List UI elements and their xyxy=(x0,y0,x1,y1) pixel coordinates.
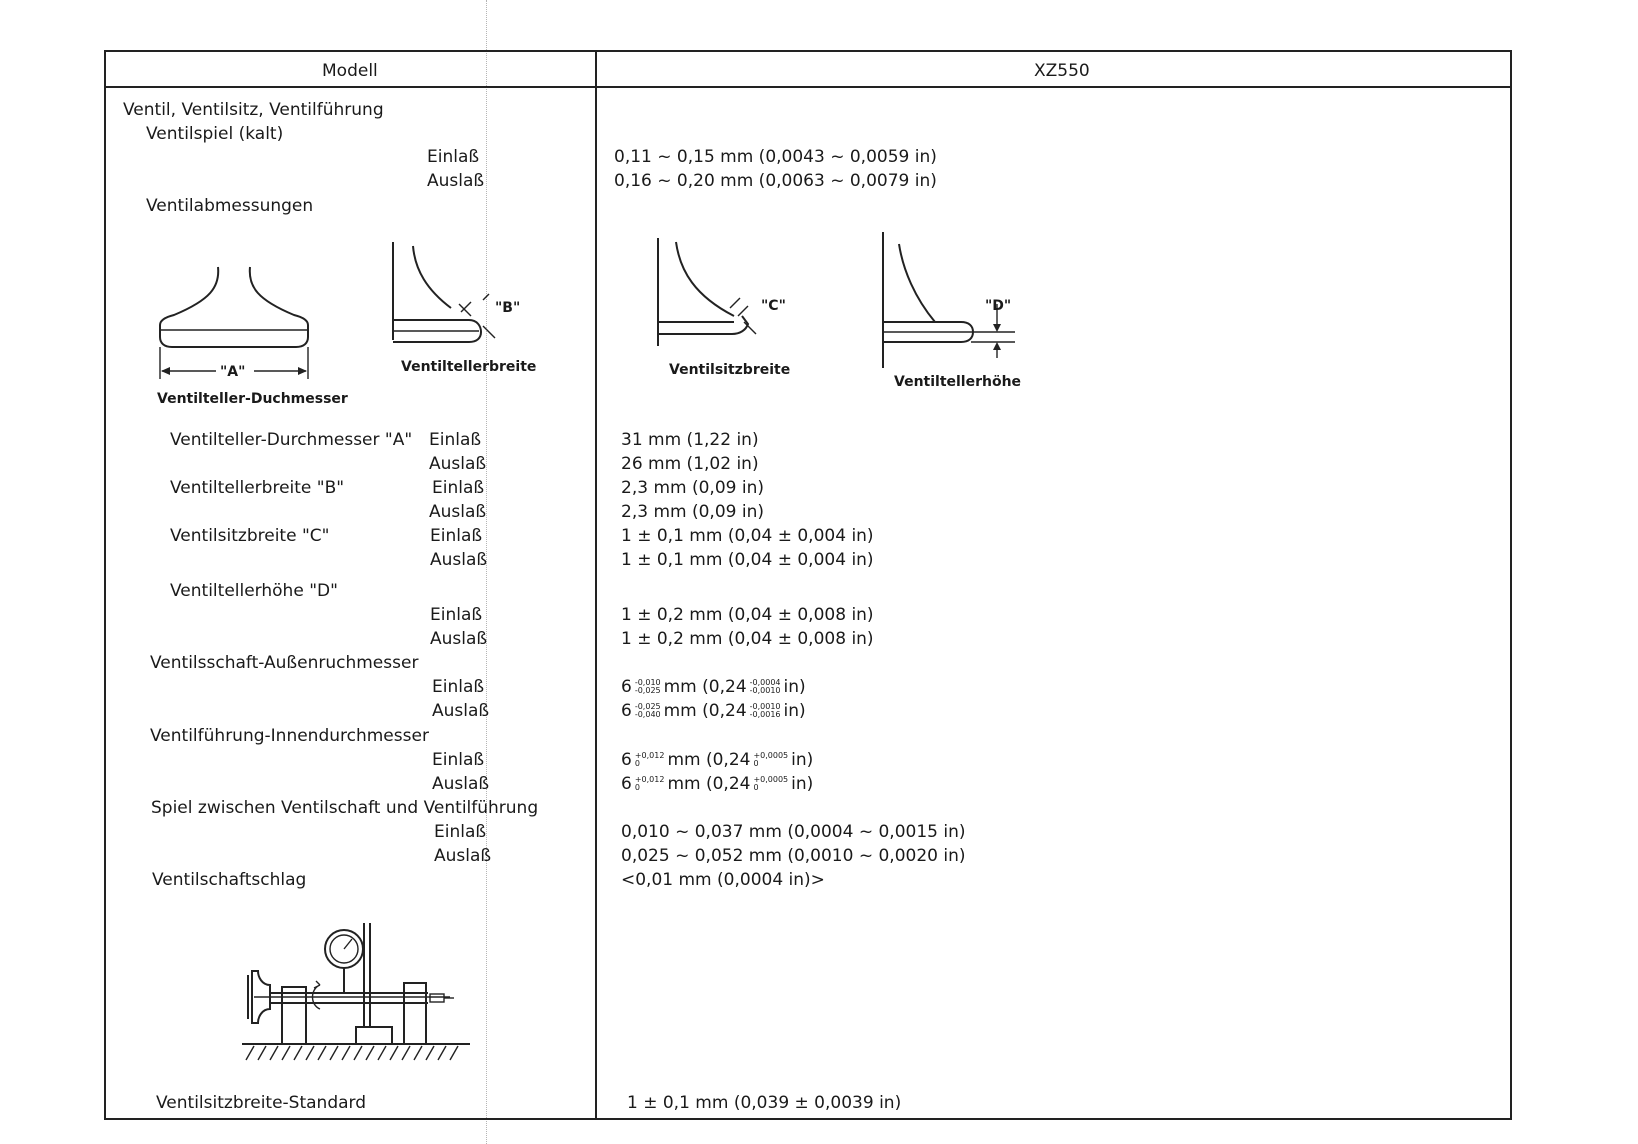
row-c-intake-value: 1 ± 0,1 mm (0,04 ± 0,004 in) xyxy=(621,526,874,546)
guide-exhaust-label: Auslaß xyxy=(432,774,490,794)
figure-d-marker: "D" xyxy=(985,298,1012,314)
header-model-value: XZ550 xyxy=(1034,61,1090,81)
row-b-intake-label: Einlaß xyxy=(432,478,485,498)
play-exhaust-value: 0,025 ~ 0,052 mm (0,0010 ~ 0,0020 in) xyxy=(621,846,966,866)
figure-b-marker: "B" xyxy=(495,300,521,316)
figure-c-caption: Ventilsitzbreite xyxy=(669,362,791,378)
row-b-exhaust-label: Auslaß xyxy=(429,502,487,522)
row-a-exhaust-label: Auslaß xyxy=(429,454,487,474)
row-a-intake-value: 31 mm (1,22 in) xyxy=(621,430,759,450)
play-intake-value: 0,010 ~ 0,037 mm (0,0004 ~ 0,0015 in) xyxy=(621,822,966,842)
row-c-exhaust-value: 1 ± 0,1 mm (0,04 ± 0,004 in) xyxy=(621,550,874,570)
row-a-intake-label: Einlaß xyxy=(429,430,482,450)
valve-diameter-figure xyxy=(150,255,320,375)
row-b-exhaust-value: 2,3 mm (0,09 in) xyxy=(621,502,764,522)
stem-intake-value: 6 -0,010 -0,025 mm (0,24 -0,0004 -0,0010 in) xyxy=(621,677,806,697)
figure-b-caption: Ventiltellerbreite xyxy=(401,359,537,375)
row-c-label: Ventilsitzbreite "C" xyxy=(170,526,330,546)
seat-width-standard-label: Ventilsitzbreite-Standard xyxy=(156,1093,367,1113)
clearance-intake-label: Einlaß xyxy=(427,147,480,167)
header-model-label: Modell xyxy=(322,61,378,81)
clearance-exhaust-value: 0,16 ~ 0,20 mm (0,0063 ~ 0,0079 in) xyxy=(614,171,937,191)
figure-c-marker: "C" xyxy=(761,298,786,314)
row-a-exhaust-value: 26 mm (1,02 in) xyxy=(621,454,759,474)
row-c-intake-label: Einlaß xyxy=(430,526,483,546)
header-divider xyxy=(104,86,1512,88)
figure-d-caption: Ventiltellerhöhe xyxy=(894,374,1022,390)
figure-a-marker: "A" xyxy=(220,364,246,380)
clearance-exhaust-label: Auslaß xyxy=(427,171,485,191)
section-title: Ventil, Ventilsitz, Ventilführung xyxy=(123,100,384,120)
stem-diameter-label: Ventilsschaft-Außenruchmesser xyxy=(150,653,419,673)
dimensions-label: Ventilabmessungen xyxy=(146,196,314,216)
play-exhaust-label: Auslaß xyxy=(434,846,492,866)
row-d-label: Ventiltellerhöhe "D" xyxy=(170,581,338,601)
row-b-label: Ventiltellerbreite "B" xyxy=(170,478,345,498)
stem-runout-value: <0,01 mm (0,0004 in)> xyxy=(621,870,825,890)
stem-intake-label: Einlaß xyxy=(432,677,485,697)
figure-a-caption: Ventilteller-Duchmesser xyxy=(157,391,348,407)
seat-width-standard-value: 1 ± 0,1 mm (0,039 ± 0,0039 in) xyxy=(627,1093,902,1113)
row-d-exhaust-value: 1 ± 0,2 mm (0,04 ± 0,008 in) xyxy=(621,629,874,649)
stem-runout-label: Ventilschaftschlag xyxy=(152,870,307,890)
guide-diameter-label: Ventilführung-Innendurchmesser xyxy=(150,726,429,746)
row-b-intake-value: 2,3 mm (0,09 in) xyxy=(621,478,764,498)
guide-exhaust-value: 6 +0,012 0 mm (0,24 +0,0005 0 in) xyxy=(621,774,814,794)
row-d-intake-label: Einlaß xyxy=(430,605,483,625)
guide-intake-value: 6 +0,012 0 mm (0,24 +0,0005 0 in) xyxy=(621,750,814,770)
stem-exhaust-value: 6 -0,025 -0,040 mm (0,24 -0,0010 -0,0016 in) xyxy=(621,701,806,721)
stem-exhaust-label: Auslaß xyxy=(432,701,490,721)
guide-intake-label: Einlaß xyxy=(432,750,485,770)
valve-face-width-figure xyxy=(385,240,525,350)
clearance-label: Ventilspiel (kalt) xyxy=(146,124,284,144)
row-d-intake-value: 1 ± 0,2 mm (0,04 ± 0,008 in) xyxy=(621,605,874,625)
row-a-label: Ventilteller-Durchmesser "A" xyxy=(170,430,413,450)
row-c-exhaust-label: Auslaß xyxy=(430,550,488,570)
column-divider xyxy=(595,50,597,1120)
play-intake-label: Einlaß xyxy=(434,822,487,842)
dial-gauge-figure xyxy=(240,915,480,1065)
clearance-intake-value: 0,11 ~ 0,15 mm (0,0043 ~ 0,0059 in) xyxy=(614,147,937,167)
stem-guide-clearance-label: Spiel zwischen Ventilschaft und Ventilführung xyxy=(151,798,539,818)
row-d-exhaust-label: Auslaß xyxy=(430,629,488,649)
